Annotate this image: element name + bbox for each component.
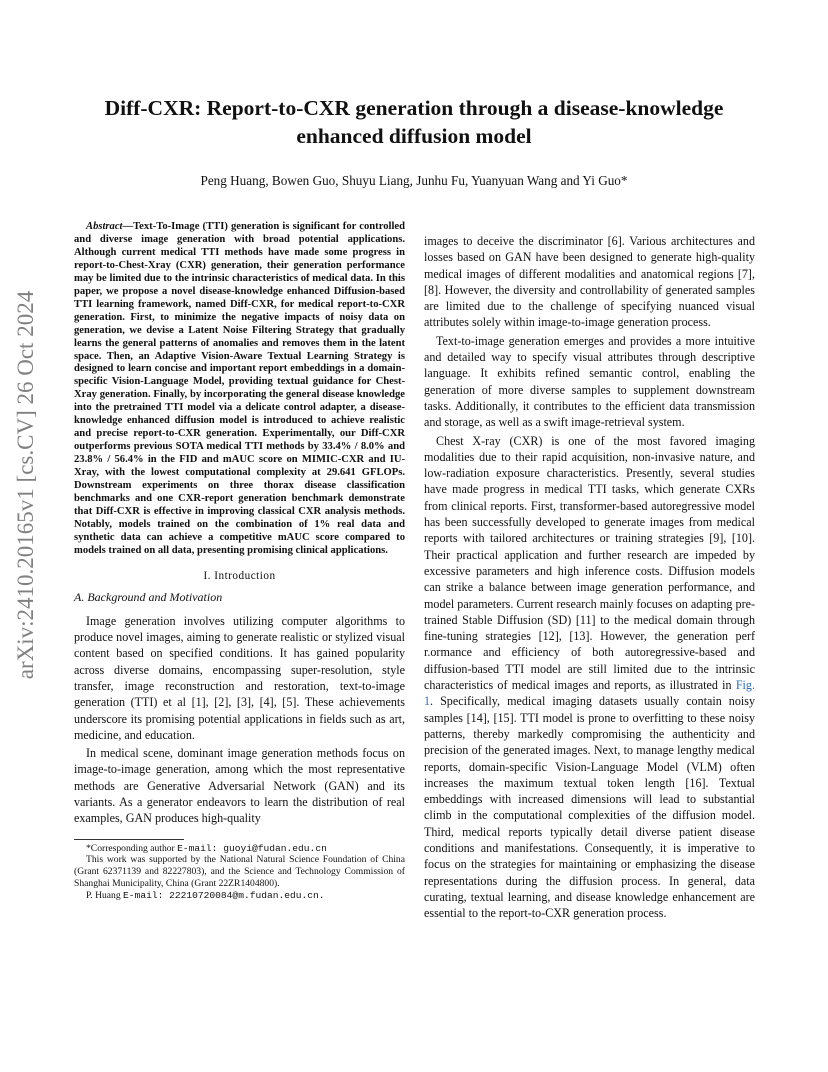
paper-title-line-2: enhanced diffusion model [296, 124, 532, 148]
right-paragraph-3 [424, 433, 755, 922]
abstract-label: Abstract [86, 221, 123, 232]
subsection-heading-background: A. Background and Motivation [74, 589, 223, 604]
author-list: Peng Huang, Bowen Guo, Shuyu Liang, Junhu Fu, Yuanyuan Wang and Yi Guo* [200, 173, 628, 188]
abstract-text: —Text-To-Image (TTI) generation is significant for controlled and diverse image generation with broad potential applications. Although current medical TTI methods have made some progress in report-to-Chest-Xray (CXR) generation, their generation performance may be limited due to the intrinsic characteristics of medical data. In this paper, we propose a novel disease-knowledge enhanced Diffusion-based TTI learning framework, named Diff-CXR, for medical report-to-CXR generation. First, to minimize the negative impacts of noisy data on generation, we devise a Latent Noise Filtering Strategy that gradually learns the general patterns of anomalies and removes them in the latent space. Then, an Adaptive Vision-Aware Textual Learning Strategy is designed to learn concise and important report embeddings in a domain-specific Vision-Language Model, providing textual guidance for Chest-Xray generation. Finally, by incorporating the general disease knowledge into the pretrained TTI model via a delicate control adapter, a disease-knowledge enhanced diffusion model is introduced to achieve realistic and precise report-to-CXR generation. Experimentally, our Diff-CXR outperforms previous SOTA medical TTI methods by 33.4% / 8.0% and 23.8% / 56.4% in the FID and mAUC score on MIMIC-CXR and IU-Xray, with the lowest computational complexity at 29.641 GFLOPs. Downstream experiments on three thorax disease classification benchmarks and one CXR-report generation benchmark demonstrate that Diff-CXR is effective in improving classical CXR analysis methods. Notably, models trained on the combination of 1% real data and synthetic data can achieve a competitive mAUC score compared to models trained on all data, presenting promising clinical applications. [74, 221, 405, 556]
arxiv-identifier-stamp [2, 290, 50, 680]
footnote-author-email [74, 890, 405, 902]
corresponding-email: E-mail: guoyi@fudan.edu.cn [177, 842, 327, 854]
left-column [74, 221, 405, 902]
footnote-divider [74, 839, 184, 840]
paper-title-line-1: Diff-CXR: Report-to-CXR generation through a disease-knowledge [104, 96, 724, 120]
footnote-corresponding-author [74, 843, 405, 855]
footnote-corresponding-prefix: *Corresponding author [86, 842, 178, 854]
paper-title [60, 94, 768, 150]
right-column [424, 233, 755, 923]
figure-1-link[interactable]: Fig. 1 [424, 678, 755, 709]
intro-paragraph-1: Image generation involves utilizing computer algorithms to produce novel images, aiming to generate realistic or stylized visual content based on specified conditions. It has gained popularity across diverse domains, encompassing super-resolution, style transfer, image reconstruction and restoration, text-to-image generation (TTI) et al [1], [2], [3], [4], [5]. These achievements underscore its promising potential applications in fields such as art, medicine, and education. [74, 613, 405, 742]
section-heading-introduction: I. Introduction [203, 569, 276, 582]
abstract [74, 221, 405, 558]
right-paragraph-3-text-b: . Specifically, medical imaging datasets usually contain noisy samples [14], [15]. TTI model is prone to overfitting to these noisy patterns, thereby markedly compromising the authenticity and precision of the generated images. Next, to manage lengthy medical reports, domain-specific Vision-Language Model (VLM) often increases the maximum textual token length [16]. Textual embeddings with increased dimensions will lead to substantial climb in the computational complexities of the diffusion model. Third, medical reports typically detail diverse patient disease conditions and manifestations. Consequently, it is imperative to focus on the strategies for maintaining or emphasizing the disease representations during the diffusion process. In general, data curating, textual learning, and disease knowledge enhancement are essential to the report-to-CXR generation process. [424, 694, 755, 921]
right-paragraph-2: Text-to-image generation emerges and provides a more intuitive and detailed way to specify visual attributes through descriptive language. It exhibits refined semantic control, enabling the generation of more diverse samples to supplement downstream tasks. Additionally, it contributes to the efficient data transmission and storage, as well as a swift image-retrieval system. [424, 333, 755, 430]
footnote-huang-prefix: P. Huang [86, 889, 124, 901]
arxiv-identifier-text: arXiv:2410.20165v1 [cs.CV] 26 Oct 2024 [13, 290, 38, 680]
footnote-funding: This work was supported by the National Natural Science Foundation of China (Grant 62371139 and 82227803), and the Science and Technology Commission of Shanghai Municipality, China (Grant 22ZR1404800). [74, 854, 405, 890]
author-email: E-mail: 22210720084@m.fudan.edu.cn. [123, 889, 325, 901]
intro-paragraph-2: In medical scene, dominant image generation methods focus on image-to-image generation, among which the most representative methods are Generative Adversarial Network (GAN) and its variants. As a generator endeavors to learn the distribution of real examples, GAN produces high-quality [74, 746, 405, 826]
right-paragraph-1: images to deceive the discriminator [6]. Various architectures and losses based on GAN have been designed to generate high-quality medical images of different modalities and anatomical regions [7], [8]. However, the diversity and controllability of generated samples are limited due to the challenge of specifying nuanced visual attributes solely within image-to-image generation process. [424, 234, 755, 330]
right-paragraph-3-text-a: Chest X-ray (CXR) is one of the most favored imaging modalities due to their rapid acquisition, non-invasive nature, and low-radiation exposure characteristics. Presently, several studies have made progress in medical TTI tasks, which generate CXRs from clinical reports. First, transformer-based autoregressive model has been successfully developed to generate images from medical reports with tailored architectures or training strategies [9], [10]. Their practical application and further research are impeded by excessive parameters and high inference costs. Diffusion models can strike a balance between image generation performance, and model parameters. Current research mainly focuses on adapting pre-trained Stable Diffusion (SD) [11] to the medical domain through fine-tuning strategies [12], [13]. However, the generation perf r.ormance and efficiency of both autoregressive-based and diffusion-based TTI model are still limited due to the intrinsic characteristics of medical images and reports, as illustrated in [424, 433, 755, 693]
